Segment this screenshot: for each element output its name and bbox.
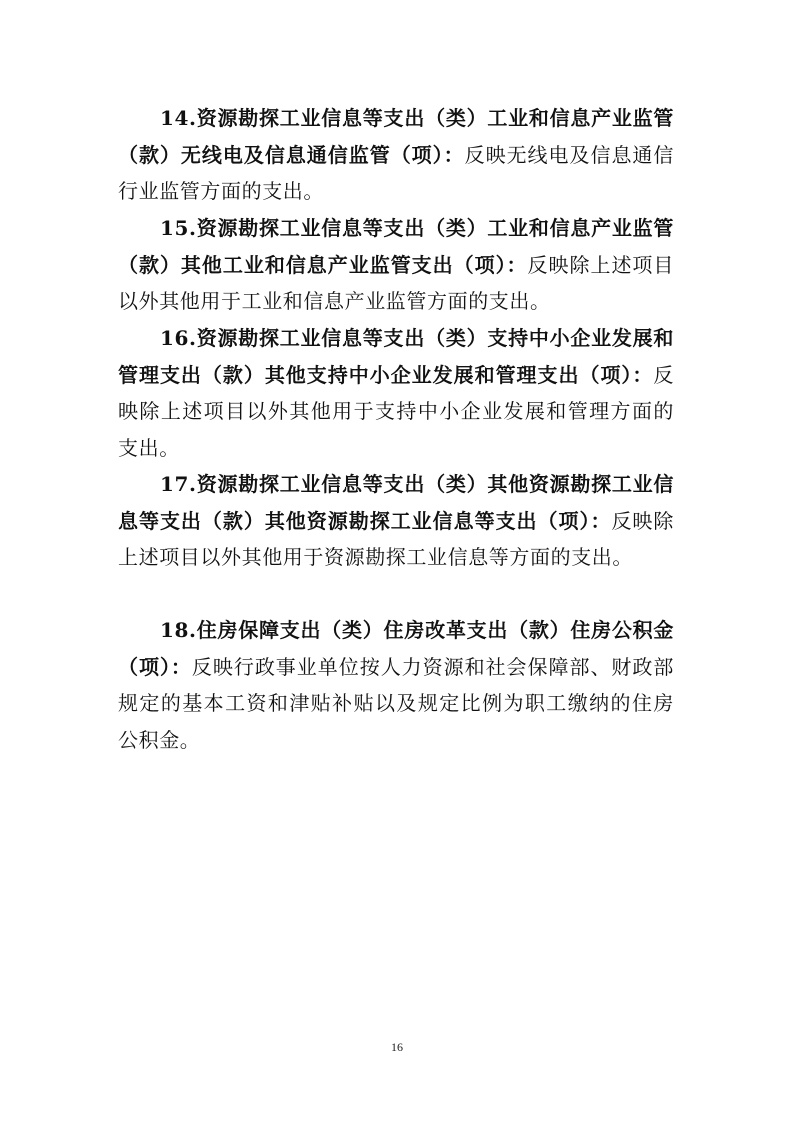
item-18-paragraph xyxy=(118,612,674,758)
item-16-heading: 16.资源勘探工业信息等支出（类）支持中小企业发展和管理支出（款）其他支持中小企业发展和管理支出（项）： xyxy=(118,326,674,387)
item-16-paragraph xyxy=(118,320,674,466)
page-number: 16 xyxy=(391,1040,403,1054)
item-18-body: 反映行政事业单位按人力资源和社会保障部、财政部规定的基本工资和津贴补贴以及规定比例为职工缴纳的住房公积金。 xyxy=(118,654,674,752)
item-16-body: 反映除上述项目以外其他用于支持中小企业发展和管理方面的支出。 xyxy=(118,362,674,460)
item-15-heading: 15.资源勘探工业信息等支出（类）工业和信息产业监管（款）其他工业和信息产业监管支出（项）： xyxy=(118,216,674,277)
item-14-heading: 14.资源勘探工业信息等支出（类）工业和信息产业监管（款）无线电及信息通信监管（项）： xyxy=(118,106,674,167)
item-18-heading: 18.住房保障支出（类）住房改革支出（款）住房公积金（项）： xyxy=(118,618,674,679)
item-17-heading: 17.资源勘探工业信息等支出（类）其他资源勘探工业信息等支出（款）其他资源勘探工业信息等支出（项）： xyxy=(118,472,674,533)
item-17-body: 反映除上述项目以外其他用于资源勘探工业信息等方面的支出。 xyxy=(118,508,674,570)
item-14-paragraph xyxy=(118,100,674,210)
item-15-body: 反映除上述项目以外其他用于工业和信息产业监管方面的支出。 xyxy=(118,252,675,314)
item-15-paragraph xyxy=(118,210,674,320)
item-17-paragraph xyxy=(118,466,674,576)
item-14-body: 反映无线电及信息通信行业监管方面的支出。 xyxy=(118,142,675,204)
